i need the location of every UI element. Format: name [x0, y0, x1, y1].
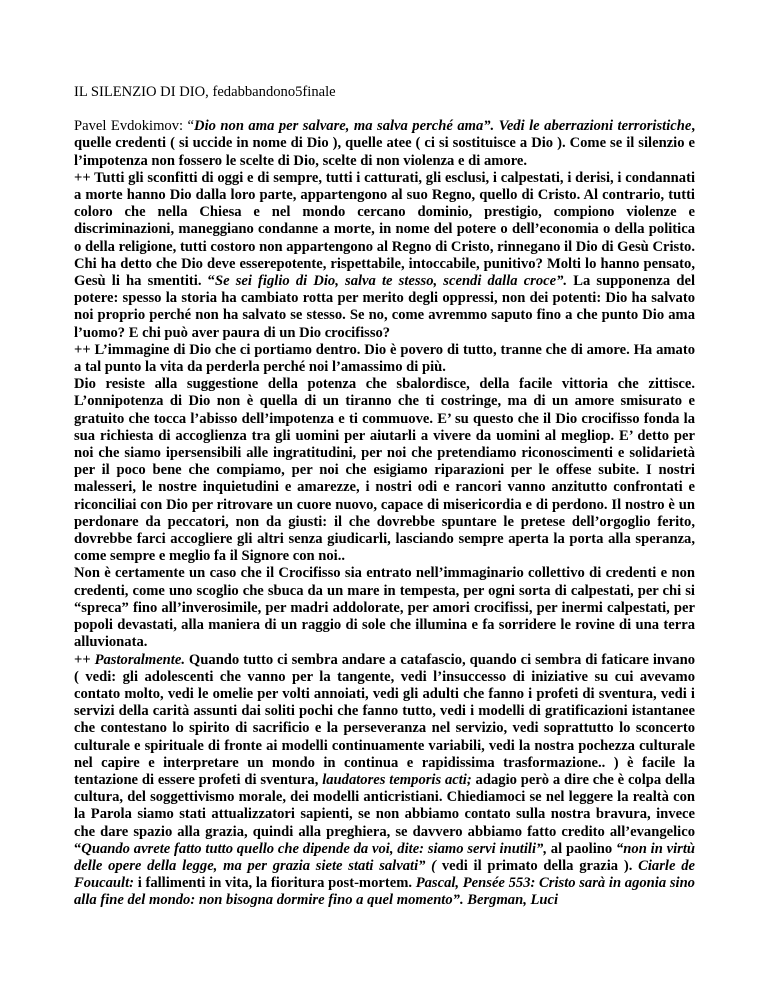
paragraph-6-lead: ++ — [74, 651, 95, 668]
paragraph-1-quote: Dio non ama per salvare, ma salva perché ama”. — [194, 118, 495, 135]
paragraph-1 — [74, 118, 695, 170]
paragraph-1-rest: , quelle credenti ( si uccide in nome di Dio ), quelle atee ( ci si sostituisce a Dio ). Come se il silenzio e l’impotenza non fossero le scelte di Dio, scelte di non violenza e di amore. — [74, 118, 695, 169]
paragraph-6-italic-2: laudatores temporis acti; — [322, 771, 472, 788]
paragraph-6-italic-1: Pastoralmente. — [94, 651, 185, 668]
paragraph-2-text-a: ++ Tutti gli sconfitti di oggi e di sempre, tutti i catturati, gli esclusi, i calpestati, i derisi, i condannati a morte hanno Dio dalla loro parte, appartengono al suo Regno, quello di Cristo. Al contrario, tutti coloro che nella Chiesa e nel mondo cercano dominio, prestigio, compiono violenze e discriminazioni, maneggiano condanne a morte, in nome del potere o dell’economia o della politica o della religione, tutti costoro non appartengono al Regno di Cristo, rinnegano il Dio di Gesù Cristo. Chi ha detto che Dio deve esserepotente, rispettabile, intoccabile, punitivo? Molti lo hanno pensato, Gesù li ha smentiti. “ — [74, 169, 695, 290]
paragraph-6-italic-4: “non in virtù delle opere della legge, ma per grazia siete stati salvati” ( — [74, 840, 695, 874]
paragraph-2-text-b: La supponenza del potere: spesso la storia ha cambiato rotta per merito degli oppressi, non dei potenti: Dio ha salvato noi proprio perché non ha salvato se stesso. Se no, come avremmo saputo fino a che punto Dio ama l’uomo? E chi può aver paura di un Dio crocifisso? — [74, 273, 695, 341]
paragraph-6-italic-3: Quando avrete fatto tutto quello che dipende da voi, dite: siamo servi inutili”, — [81, 840, 547, 857]
paragraph-5: Non è certamente un caso che il Crocifisso sia entrato nell’immaginario collettivo di credenti e non credenti, come uno scoglio che sbuca da un mare in tempesta, per ogni sorta di calpestati, per chi si “spreca” fino all’inverosimile, per madri addolorate, per amori crocifissi, per inermi calpestati, per popoli devastati, alla maniera di un raggio di sole che illumina e fa sorridere le rovine di una terra alluvionata. — [74, 565, 695, 651]
document-page — [74, 84, 695, 910]
paragraph-6-text-a: Quando tutto ci sembra andare a catafascio, quando ci sembra di faticare invano ( vedi: gli adolescenti che vanno per la tangente, vedi l’insuccesso di iniziative su cui avevamo contato molto, vedi le omelie per volti annoiati, vedi gli adulti che fanno i profeti di sventura, vedi i servizi della carità assunti dai soliti pochi che fanno tutto, vedi i modelli di gratificazioni istantanee che contestano lo spirito di sacrificio e la perseveranza nel servizio, vedi soprattutto lo sconcerto culturale e spirituale di fronte ai modelli continuamente variabili, vedi la nostra pochezza culturale nel capire e interpretare un mondo in continua e rapidissima trasformazione.. ) è facile la tentazione di essere profeti di sventura, — [74, 651, 695, 788]
paragraph-6 — [74, 652, 695, 910]
paragraph-1-intro: Pavel Evdokimov: “ — [74, 118, 195, 135]
paragraph-6-text-e: i fallimenti in vita, la fioritura post-mortem. — [134, 875, 416, 892]
paragraph-2 — [74, 170, 695, 342]
paragraph-1-quote-2: Vedi le aberrazioni terroristiche — [494, 118, 692, 135]
paragraph-6-text-c: al paolino — [546, 840, 616, 857]
paragraph-4: Dio resiste alla suggestione della potenza che sbalordisce, della facile vittoria che zittisce. L’onnipotenza di Dio non è quella di un tiranno che ti costringe, ma di un amore smisurato e gratuito che tocca l’abisso dell’impotenza e ti commuove. E’ su questo che il Dio crocifisso fonda la sua richiesta di accoglienza tra gli uomini per aiutarli a vivere da uomini al megliop. E’ detto per noi che siamo ipersensibili alle ingratitudini, per noi che pretendiamo riconoscimenti e solidarietà per il poco bene che compiamo, per noi che esigiamo riparazioni per le offese subite. I nostri malesseri, le nostre inquietudini e amarezze, i nostri odi e rancori vanno anzitutto confrontati e riconciliai con Dio per ritrovare un cuore nuovo, capace di misericordia e di perdono. Il nostro è un perdonare da peccatori, non da giusti: il che dovrebbe spuntare le pretese dell’orgoglio ferito, dovrebbe farci accogliere gli altri senza giudicarli, lasciando sempre aperta la porta alla speranza, come sempre e meglio fa il Signore con noi.. — [74, 376, 695, 565]
paragraph-6-italic-6: Pascal, Pensée 553: Cristo sarà in agonia sino alla fine del mondo: non bisogna dormire fino a quel momento”. Bergman, Luci — [74, 875, 695, 909]
paragraph-6-text-d: vedi il primato della grazia ). — [436, 857, 639, 874]
paragraph-6-text-b: adagio però a dire che è colpa della cultura, del soggettivismo morale, dei modelli anticristiani. Chiediamoci se nel leggere la realtà con la Parola siamo stati attualizzatori sapienti, se non abbiamo contato sulla nostra bravura, invece che dare spazio alla grazia, quindi alla preghiera, se davvero abbiamo fatto credito all’evangelico “ — [74, 771, 696, 857]
paragraph-6-italic-5: Ciarle de Foucault: — [74, 857, 695, 892]
paragraph-3: ++ L’immagine di Dio che ci portiamo dentro. Dio è povero di tutto, tranne che di amore. Ha amato a tal punto la vita da perderla perché noi l’amassimo di più. — [74, 341, 695, 376]
document-title: IL SILENZIO DI DIO, fedabbandono5finale — [74, 84, 336, 100]
paragraph-2-quote: Se sei figlio di Dio, salva te stesso, scendi dalla croce”. — [214, 273, 568, 290]
